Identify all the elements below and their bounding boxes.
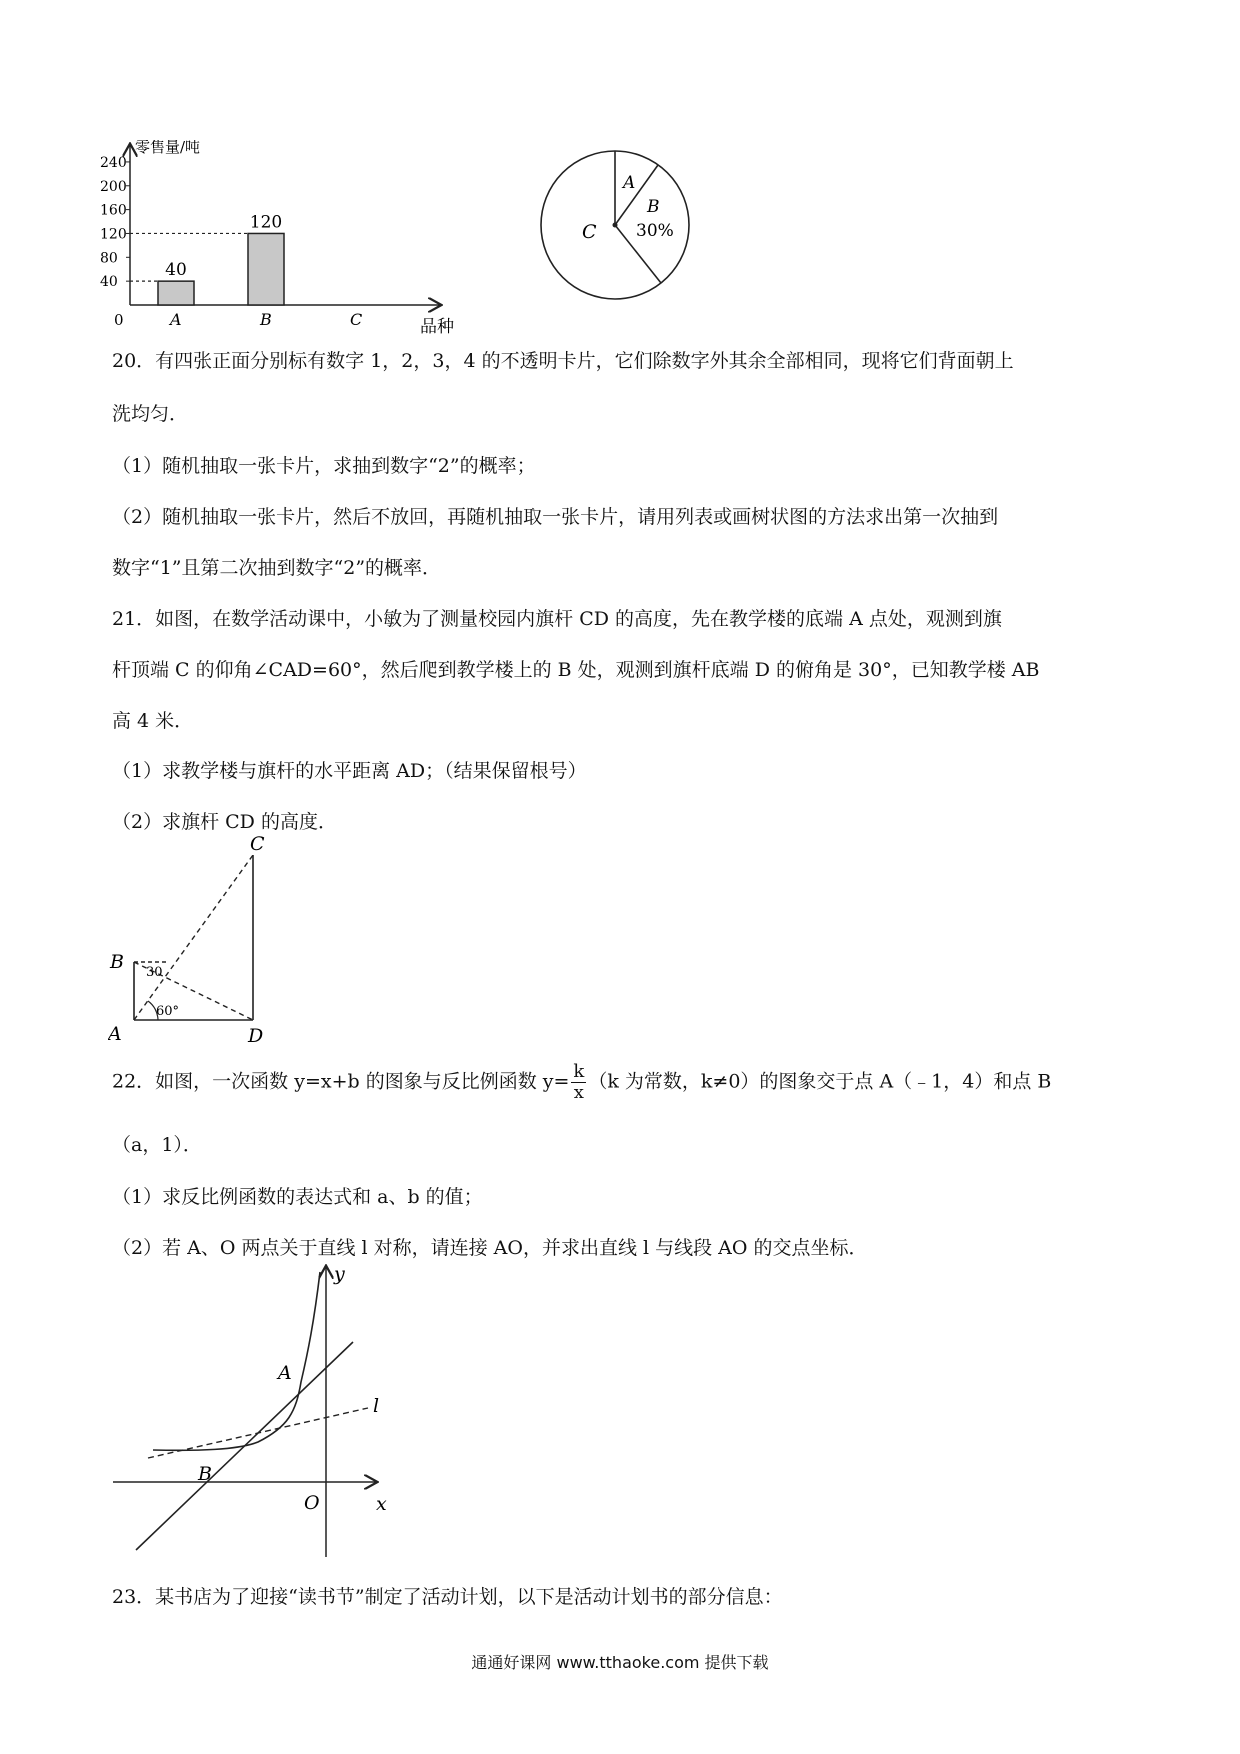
y-tick-label: 40: [100, 274, 118, 291]
bar-chart: [100, 140, 500, 340]
pie-center: [613, 223, 618, 228]
fraction-k-over-x: [571, 1062, 586, 1103]
x-category-label: C: [350, 310, 363, 329]
function-graph: [108, 1262, 398, 1562]
q20-part2-line1: （2）随机抽取一张卡片，然后不放回，再随机抽取一张卡片，请用列表或画树状图的方法求出第一次抽到: [112, 506, 999, 528]
label-b: B: [110, 951, 124, 973]
bar: [248, 233, 284, 305]
label-o: O: [304, 1492, 320, 1514]
line-l: [148, 1408, 368, 1458]
q21-part2: （2）求旗杆 CD 的高度．: [112, 811, 337, 833]
angle-60-label: 60°: [156, 1004, 180, 1019]
y-axis-label: 零售量/吨: [135, 140, 201, 156]
pie-label-b: B: [647, 197, 660, 217]
q20-part1: （1）随机抽取一张卡片，求抽到数字“2”的概率；: [112, 455, 536, 477]
label-l: l: [373, 1395, 380, 1417]
label-d: D: [248, 1025, 264, 1045]
pie-label-a: A: [623, 173, 636, 193]
y-tick-label: 240: [100, 154, 127, 171]
q22-line1-b: （k 为常数，k≠0）的图象交于点 A（﹣1，4）和点 B: [588, 1070, 1052, 1093]
label-c: C: [250, 835, 265, 855]
label-b: B: [198, 1463, 212, 1485]
bar-data-label: 40: [165, 260, 187, 281]
pie-value-b: 30%: [636, 221, 674, 241]
label-y: y: [334, 1263, 345, 1285]
q22-line2: （a，1）．: [112, 1134, 202, 1156]
label-a: A: [278, 1362, 292, 1384]
angle-30-label: 30: [146, 965, 163, 980]
x-category-label: B: [260, 310, 272, 329]
y-tick-label: 120: [100, 226, 127, 243]
q20-line1: 20．有四张正面分别标有数字 1，2，3，4 的不透明卡片，它们除数字外其余全部相同，现将它们背面朝上: [112, 350, 1014, 372]
page-footer: 通通好课网 www.tthaoke.com 提供下载: [471, 1653, 769, 1672]
pie-chart: [530, 140, 700, 310]
q20-line2: 洗均匀．: [112, 403, 189, 425]
y-tick-label: 80: [100, 250, 118, 267]
y-tick-label: 200: [100, 178, 127, 195]
bar: [158, 281, 194, 305]
y-tick-label: 160: [100, 202, 127, 219]
bar-data-label: 120: [249, 212, 283, 233]
q21-line2: 杆顶端 C 的仰角∠CAD=60°，然后爬到教学楼上的 B 处，观测到旗杆底端 D 的俯角是 30°，已知教学楼 AB: [112, 659, 1040, 681]
q22-line1-a: 22．如图，一次函数 y=x+b 的图象与反比例函数 y=: [112, 1070, 570, 1093]
q22-part1: （1）求反比例函数的表达式和 a、b 的值；: [112, 1186, 483, 1208]
label-x: x: [376, 1493, 387, 1515]
fraction-numerator: k: [573, 1061, 585, 1082]
flagpole-figure: [108, 835, 288, 1045]
pie-label-c: C: [582, 221, 597, 243]
q20-part2-line2: 数字“1”且第二次抽到数字“2”的概率．: [112, 557, 442, 579]
label-a: A: [108, 1023, 122, 1045]
fraction-denominator: x: [573, 1082, 584, 1103]
q21-line3: 高 4 米．: [112, 710, 194, 732]
q22-part2: （2）若 A、O 两点关于直线 l 对称，请连接 AO，并求出直线 l 与线段 AO 的交点坐标．: [112, 1237, 868, 1259]
x-category-label: A: [170, 310, 182, 329]
q22-line1: [112, 1062, 1051, 1103]
x-axis-label: 品种: [420, 317, 454, 337]
origin-label: 0: [114, 311, 124, 329]
q21-part1: （1）求教学楼与旗杆的水平距离 AD；（结果保留根号）: [112, 760, 587, 782]
q23-line1: 23．某书店为了迎接“读书节”制定了活动计划，以下是活动计划书的部分信息：: [112, 1586, 783, 1608]
line-ac: [134, 855, 253, 1020]
q21-line1: 21．如图，在数学活动课中，小敏为了测量校园内旗杆 CD 的高度，先在教学楼的底端 A 点处，观测到旗: [112, 608, 1002, 630]
inverse-function-curve: [153, 1272, 320, 1450]
